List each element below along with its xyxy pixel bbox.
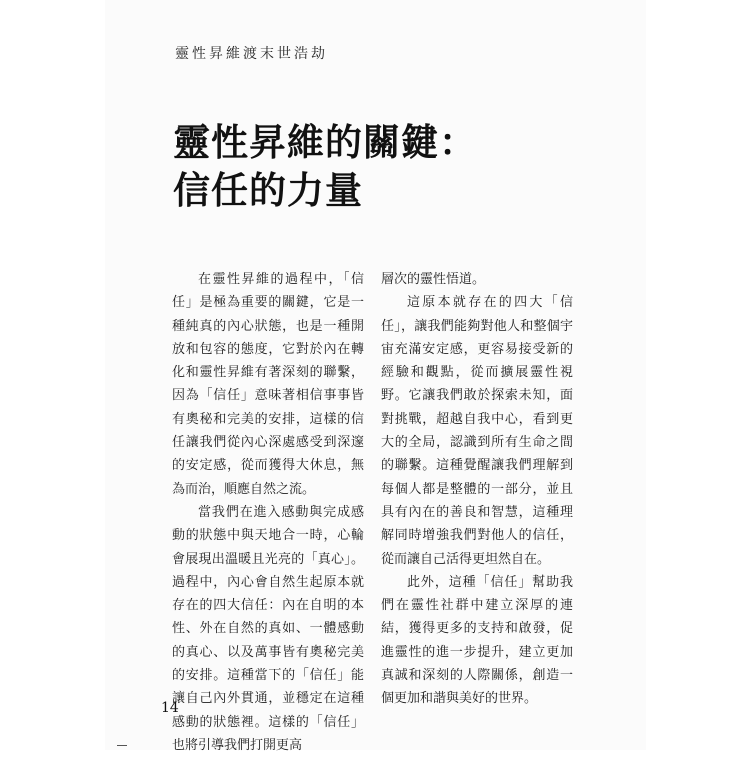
chapter-title — [173, 118, 477, 214]
paragraph: 此外，這種「信任」幫助我們在靈性社群中建立深厚的連結，獲得更多的支持和啟發，促進靈性的進一步提升，建立更加真誠和深刻的人際關係，創造一個更加和諧與美好的世界。 — [381, 574, 573, 707]
crop-mark — [117, 745, 127, 746]
body-column-right — [381, 268, 573, 711]
paragraph-continuation: 層次的靈性悟道。 — [381, 272, 486, 287]
paragraph: 當我們在進入感動與完成感動的狀態中與天地合一時，心輪會展現出溫暖且光亮的「真心」。過程中，內心會自然生起原本就存在的四大信任：內在自明的本性、外在自然的真如、一體感動的真心、以及萬事皆有奧秘完美的安排。這種當下的「信任」能讓自己內外貫通，並穩定在這種感動的狀態裡。這樣的「信任」也將引導我們打開更高 — [172, 504, 364, 753]
paragraph: 這原本就存在的四大「信任」，讓我們能夠對他人和整個宇宙充滿安定感，更容易接受新的經驗和觀點，從而擴展靈性視野。它讓我們敢於探索未知，面對挑戰，超越自我中心，看到更大的全局，認識到所有生命之間的聯繫。這種覺醒讓我們理解到每個人都是整體的一部分，並且具有內在的善良和智慧，這種理解同時增強我們對他人的信任，從而讓自己活得更坦然自在。 — [381, 295, 573, 567]
body-column-left — [172, 268, 364, 757]
page-margin — [646, 0, 750, 750]
page-number: 14 — [161, 700, 179, 716]
running-head: 靈性昇維渡末世浩劫 — [175, 46, 328, 62]
paragraph: 在靈性昇維的過程中，「信任」是極為重要的關鍵，它是一種純真的內心狀態，也是一種開放和包容的態度，它對於內在轉化和靈性昇維有著深刻的聯繫，因為「信任」意味著相信事事皆有奧秘和完美的安排，這樣的信任讓我們從內心深處感受到深邃的安定感，從而獲得大休息，無為而治，順應自然之流。 — [172, 272, 364, 497]
chapter-title-line-1: 靈性昇維的關鍵： — [173, 120, 477, 164]
chapter-title-line-2: 信任的力量 — [173, 168, 363, 212]
